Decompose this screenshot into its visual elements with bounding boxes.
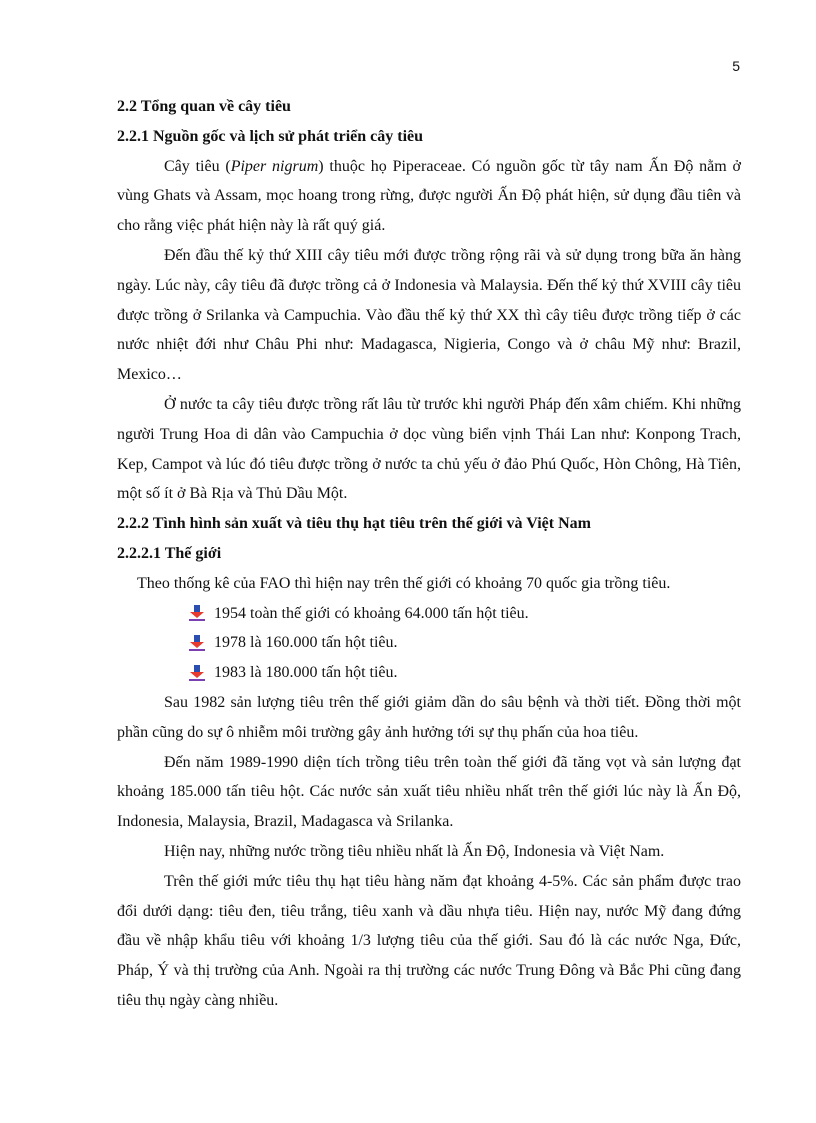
arrow-down-icon — [189, 665, 205, 681]
section-heading-2-2-2: 2.2.2 Tình hình sản xuất và tiêu thụ hạt tiêu trên thế giới và Việt Nam — [117, 515, 591, 533]
list-item-text: 1978 là 160.000 tấn hột tiêu. — [214, 634, 398, 652]
paragraph-fao-statistics: Theo thống kê của FAO thì hiện nay trên thế giới có khoảng 70 quốc gia trồng tiêu. — [137, 574, 671, 592]
list-item-text: 1954 toàn thế giới có khoảng 64.000 tấn hột tiêu. — [214, 604, 529, 622]
paragraph-consumption: Trên thế giới mức tiêu thụ hạt tiêu hàng năm đạt khoảng 4-5%. Các sản phẩm được trao đổi dưới dạng: tiêu đen, tiêu trắng, tiêu xanh và dầu nhựa tiêu. Hiện nay, nước Mỹ đang đứng đầu về nhập khẩu tiêu với khoảng 1/3 lượng tiêu của thế giới. Sau đó là các nước Nga, Đức, Pháp, Ý và thị trường của Anh. Ngoài ra thị trường các nước Trung Đông và Bắc Phi cũng đang tiêu thụ ngày càng nhiều. — [117, 872, 741, 1009]
arrow-down-icon — [189, 605, 205, 621]
page-number: 5 — [732, 58, 740, 74]
list-item — [189, 628, 741, 658]
list-item — [189, 599, 741, 629]
paragraph-origin-rest: ) thuộc họ Piperaceae. Có nguồn gốc từ tây nam Ấn Độ nằm ở vùng Ghats và Assam, mọc hoang trong rừng, được người Ấn Độ phát hiện, sử dụng đầu tiên và cho rằng việc phát hiện này là rất quý giá. — [117, 157, 741, 235]
section-heading-2-2-1: 2.2.1 Nguồn gốc và lịch sử phát triển cây tiêu — [117, 127, 424, 145]
paragraph-origin-start: Cây tiêu ( — [164, 157, 231, 175]
section-heading-2-2-2-1: 2.2.2.1 Thế giới — [117, 544, 222, 562]
paragraph-origin — [117, 152, 741, 241]
scientific-name: Piper nigrum — [230, 157, 319, 175]
section-heading-2-2: 2.2 Tổng quan về cây tiêu — [117, 98, 291, 115]
paragraph-1989-growth: Đến năm 1989-1990 diện tích trồng tiêu trên toàn thế giới đã tăng vọt và sản lượng đạt khoảng 185.000 tấn tiêu hột. Các nước sản xuất tiêu nhiều nhất trên thế giới lúc này là Ấn Độ, Indonesia, Malaysia, Brazil, Madagasca và Srilanka. — [117, 753, 741, 831]
paragraph-decline: Sau 1982 sản lượng tiêu trên thế giới giảm dần do sâu bệnh và thời tiết. Đồng thời một phần cũng do sự ô nhiễm môi trường gây ảnh hưởng tới sự thụ phấn của hoa tiêu. — [117, 693, 741, 741]
list-item-text: 1983 là 180.000 tấn hột tiêu. — [214, 664, 398, 682]
arrow-down-icon — [189, 635, 205, 651]
paragraph-top-producers: Hiện nay, những nước trồng tiêu nhiều nhất là Ấn Độ, Indonesia và Việt Nam. — [164, 842, 665, 860]
paragraph-vietnam-history: Ở nước ta cây tiêu được trồng rất lâu từ trước khi người Pháp đến xâm chiếm. Khi những người Trung Hoa di dân vào Campuchia ở dọc vùng biển vịnh Thái Lan như: Konpong Trach, Kep, Campot và lúc đó tiêu được trồng ở nước ta chủ yếu ở đảo Phú Quốc, Hòn Chông, Hà Tiên, một số ít ở Bà Rịa và Thủ Dầu Một. — [117, 395, 741, 503]
paragraph-history: Đến đầu thế kỷ thứ XIII cây tiêu mới được trồng rộng rãi và sử dụng trong bữa ăn hàng ngày. Lúc này, cây tiêu đã được trồng cả ở Indonesia và Malaysia. Đến thế kỷ thứ XVIII cây tiêu được trồng ở Srilanka và Campuchia. Vào đầu thế kỷ thứ XX thì cây tiêu được trồng tiếp ở các nước nhiệt đới như Châu Phi như: Madagasca, Nigieria, Congo và ở châu Mỹ như: Brazil, Mexico… — [117, 246, 741, 384]
list-item — [189, 658, 741, 688]
document-body — [117, 92, 741, 1016]
